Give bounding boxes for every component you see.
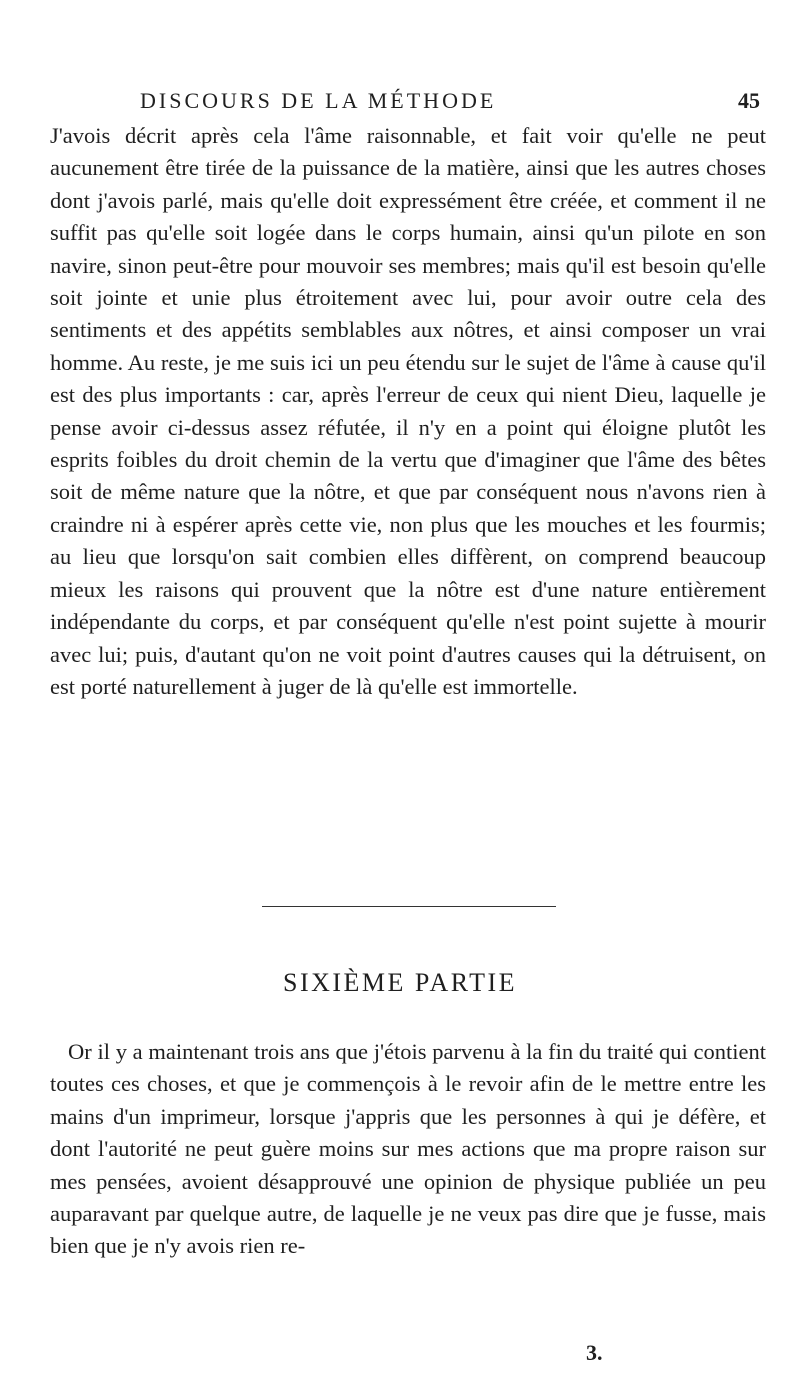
- running-title: DISCOURS DE LA MÉTHODE: [140, 88, 497, 113]
- signature-mark: 3.: [586, 1340, 603, 1365]
- body-paragraph-1: J'avois décrit après cela l'âme raisonnable, et fait voir qu'elle ne peut aucunement être tirée de la puissance de la matière, ainsi que les autres choses dont j'avois parlé, mais qu'elle doit expressément être créée, et comment il ne suffit pas qu'elle soit logée dans le corps humain, ainsi qu'un pilote en son navire, sinon peut-être pour mouvoir ses membres; mais qu'il est besoin qu'elle soit jointe et unie plus étroitement avec lui, pour avoir outre cela des sentiments et des appétits semblables aux nôtres, et ainsi composer un vrai homme. Au reste, je me suis ici un peu étendu sur le sujet de l'âme à cause qu'il est des plus importants : car, après l'erreur de ceux qui nient Dieu, laquelle je pense avoir ci-dessus assez réfutée, il n'y en a point qui éloigne plutôt les esprits foibles du droit chemin de la vertu que d'imaginer que l'âme des bêtes soit de même nature que la nôtre, et que par conséquent nous n'avons rien à craindre ni à espérer après cette vie, non plus que les mouches et les fourmis; au lieu que lorsqu'on sait combien elles diffèrent, on comprend beaucoup mieux les raisons qui prouvent que la nôtre est d'une nature entièrement indépendante du corps, et par conséquent qu'elle n'est point sujette à mourir avec lui; puis, d'autant qu'on ne voit point d'autres causes qui la détruisent, on est porté naturellement à juger de là qu'elle est immortelle.: [50, 123, 766, 699]
- page-number: 45: [738, 88, 760, 113]
- section-title: SIXIÈME PARTIE: [283, 968, 517, 997]
- body-paragraph-2: Or il y a maintenant trois ans que j'étois parvenu à la fin du traité qui contient toutes ces choses, et que je commençois à le revoir afin de le mettre entre les mains d'un imprimeur, lorsque j'appris que les personnes à qui je défère, et dont l'autorité ne peut guère moins sur mes actions que ma propre raison sur mes pensées, avoient désapprouvé une opinion de physique publiée un peu auparavant par quelque autre, de laquelle je ne veux pas dire que je fusse, mais bien que je n'y avois rien re-: [50, 1039, 766, 1259]
- running-head: [140, 88, 760, 118]
- section-divider-rule: [262, 906, 556, 907]
